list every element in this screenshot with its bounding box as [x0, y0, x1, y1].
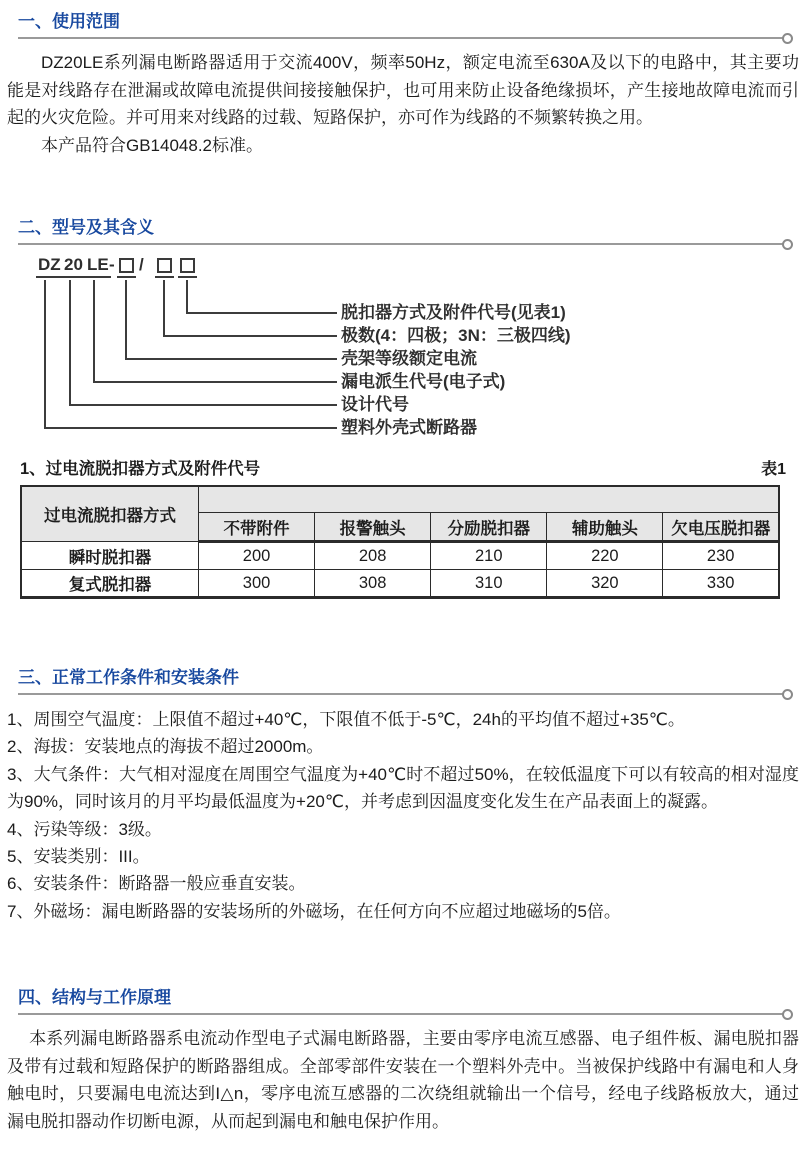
- code-cell: 208: [315, 542, 431, 570]
- code-cell: 310: [431, 570, 547, 598]
- connector-line-6: [44, 280, 337, 429]
- divider-end-circle: [782, 689, 793, 700]
- diagram-label-molded-case: 塑料外壳式断路器: [341, 418, 477, 437]
- model-placeholder-box-trip-code: [178, 258, 197, 278]
- condition-item-pollution: 4、污染等级：3级。: [7, 819, 162, 839]
- section-usage-heading: 一、使用范围: [18, 12, 120, 31]
- model-part-design-code: 20: [62, 255, 85, 278]
- code-cell: 320: [547, 570, 663, 598]
- table-caption-row: [20, 455, 786, 479]
- model-part-series: DZ: [36, 255, 63, 278]
- usage-paragraph: DZ20LE系列漏电断路器适用于交流400V，频率50Hz，额定电流至630A及以下的电路中，其主要功能是对线路存在泄漏或故障电流提供间接接触保护，也可用来防止设备绝缘损坏，产生接地故障电流而引起的火灾危险。并可用来对线路的过载、短路保护，亦可作为线路的不频繁转换之用。: [7, 53, 799, 127]
- section-conditions-heading: 三、正常工作条件和安装条件: [18, 668, 239, 687]
- section-divider-rule: [18, 693, 790, 695]
- section-structure-principle: [0, 984, 806, 1135]
- code-cell: 210: [431, 542, 547, 570]
- placeholder-square-icon: [180, 258, 195, 273]
- section-usage-scope: [0, 8, 806, 159]
- table-number: 表1: [761, 461, 786, 478]
- section-divider-rule: [18, 243, 790, 245]
- condition-item-temperature: 1、周围空气温度：上限值不超过+40℃，下限值不低于-5℃，24h的平均值不超过+35℃。: [7, 710, 685, 729]
- table-row-header-cell: 过电流脱扣器方式: [21, 486, 199, 542]
- diagram-label-leakage-code: 漏电派生代号(电子式): [341, 372, 506, 391]
- condition-item-external-field: 7、外磁场：漏电断路器的安装场所的外磁场，在任何方向不应超过地磁场的5倍。: [7, 901, 621, 921]
- diagram-label-trip-code: 脱扣器方式及附件代号(见表1): [341, 303, 566, 322]
- model-placeholder-box-frame-current: [117, 258, 136, 278]
- placeholder-square-icon: [157, 258, 172, 273]
- column-header-undervoltage-release: 欠电压脱扣器: [663, 513, 779, 542]
- section-model-heading: 二、型号及其含义: [18, 218, 154, 237]
- condition-item-mounting: 6、安装条件：断路器一般应垂直安装。: [7, 874, 306, 894]
- condition-item-altitude: 2、海拔：安装地点的海拔不超过2000m。: [7, 737, 324, 757]
- code-cell: 300: [199, 570, 315, 598]
- divider-end-circle: [782, 1009, 793, 1020]
- diagram-label-frame-current: 壳架等级额定电流: [341, 349, 477, 368]
- column-header-aux-contact: 辅助触头: [547, 513, 663, 542]
- section-working-conditions: [0, 664, 806, 925]
- table-spacer-cell: [199, 486, 780, 513]
- model-slash: /: [139, 255, 144, 274]
- conditions-list: [7, 706, 799, 925]
- model-hyphen: -: [109, 255, 115, 274]
- column-header-shunt-release: 分励脱扣器: [431, 513, 547, 542]
- code-cell: 200: [199, 542, 315, 570]
- structure-paragraph: 本系列漏电断路器系电流动作型电子式漏电断路器，主要由零序电流互感器、电子组件板、漏电脱扣器及带有过载和短路保护的断路器组成。全部零部件安装在一个塑料外壳中。当被保护线路中有漏电和人身触电时，只要漏电电流达到I△n，零序电流互感器的二次绕组就输出一个信号，经电子线路板放大，通过漏电脱扣器动作切断电源，从而起到漏电和触电保护作用。: [7, 1029, 799, 1131]
- condition-item-installation-category: 5、安装类别：III。: [7, 847, 150, 867]
- standard-compliance-line: 本产品符合GB14048.2标准。: [41, 135, 264, 155]
- column-header-alarm-contact: 报警触头: [315, 513, 431, 542]
- code-cell: 330: [663, 570, 779, 598]
- section-divider-rule: [18, 1013, 790, 1015]
- column-header-no-accessory: 不带附件: [199, 513, 315, 542]
- model-part-leakage-code: LE: [85, 255, 111, 278]
- code-cell: 230: [663, 542, 779, 570]
- table-row-compound: [21, 570, 779, 598]
- table-caption: 1、过电流脱扣器方式及附件代号: [20, 460, 261, 478]
- code-cell: 308: [315, 570, 431, 598]
- model-designation-diagram: [0, 255, 806, 453]
- section-model-meaning: [0, 214, 806, 599]
- code-cell: 220: [547, 542, 663, 570]
- section-structure-heading: 四、结构与工作原理: [18, 988, 171, 1007]
- diagram-label-poles: 极数(4：四极；3N：三极四线): [341, 326, 571, 345]
- table-header-row-1: [21, 486, 779, 513]
- row-name-cell: 瞬时脱扣器: [21, 542, 199, 570]
- diagram-label-design-code: 设计代号: [341, 395, 409, 414]
- trip-code-table: [20, 485, 780, 599]
- row-name-cell: 复式脱扣器: [21, 570, 199, 598]
- placeholder-square-icon: [119, 258, 134, 273]
- section-divider-rule: [18, 37, 790, 39]
- divider-end-circle: [782, 33, 793, 44]
- divider-end-circle: [782, 239, 793, 250]
- condition-item-atmosphere: 3、大气条件：大气相对湿度在周围空气温度为+40℃时不超过50%，在较低温度下可以有较高的相对湿度为90%，同时该月的月平均最低温度为+20℃，并考虑到因温度变化发生在产品表面上的凝露。: [7, 764, 799, 812]
- table-row-instantaneous: [21, 542, 779, 570]
- model-placeholder-box-poles: [155, 258, 174, 278]
